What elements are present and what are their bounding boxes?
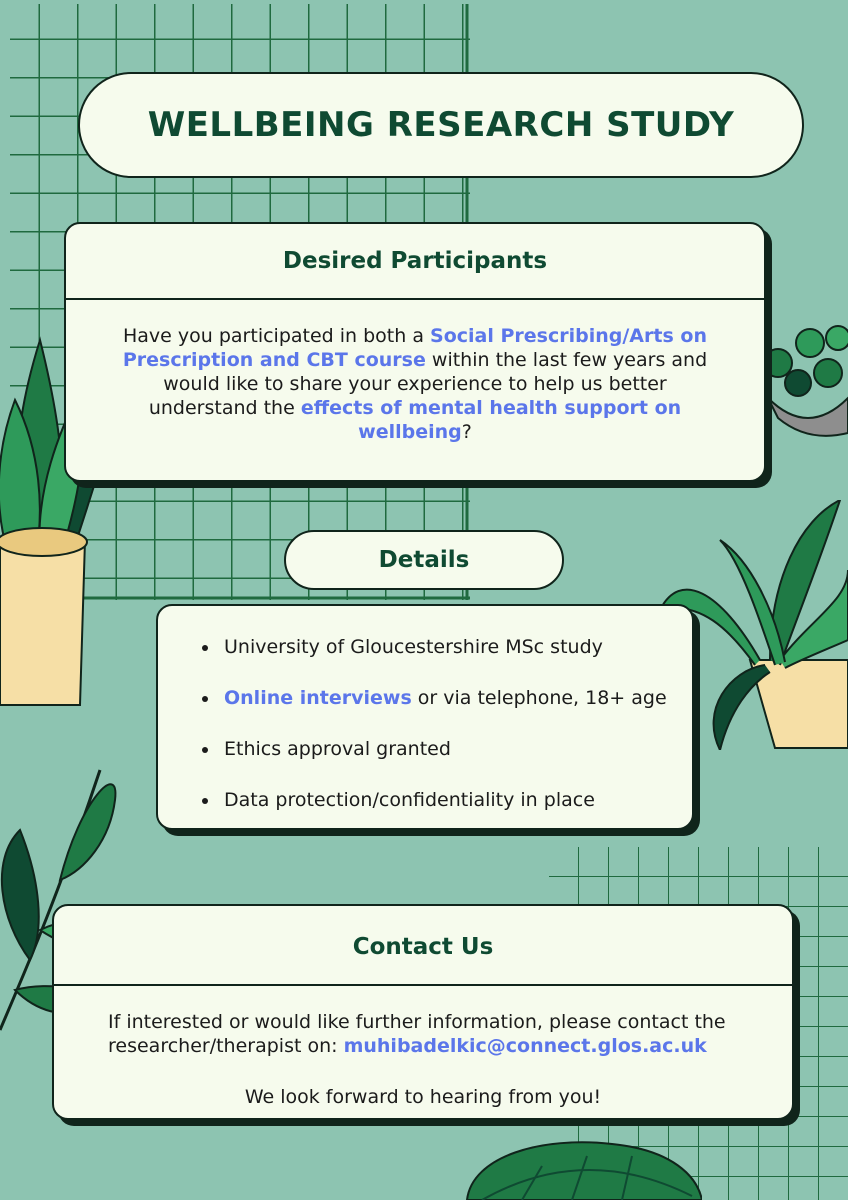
details-heading: Details xyxy=(378,547,470,573)
details-item-text: Ethics approval granted xyxy=(224,738,451,760)
details-item xyxy=(220,685,682,711)
page-title: WELLBEING RESEARCH STUDY xyxy=(147,105,735,145)
details-item xyxy=(220,736,682,762)
large-leaf-icon xyxy=(462,1136,702,1200)
participants-card xyxy=(64,222,766,482)
participants-text xyxy=(106,324,724,444)
details-item-text: University of Gloucestershire MSc study xyxy=(224,636,603,658)
participants-highlight-effects: effects of mental health support on wellbeing xyxy=(300,397,682,443)
contact-email-link[interactable]: muhibadelkic@connect.glos.ac.uk xyxy=(343,1035,707,1057)
details-item-text: or via telephone, 18+ age xyxy=(411,687,667,709)
participants-highlight-course: Social Prescribing/Arts on Prescription and CBT course xyxy=(122,325,707,371)
details-banner xyxy=(284,530,564,590)
details-item-highlight: Online interviews xyxy=(224,687,412,709)
details-list xyxy=(178,634,682,838)
details-item xyxy=(220,634,682,660)
contact-text xyxy=(108,1010,772,1058)
contact-heading: Contact Us xyxy=(352,934,494,960)
contact-closing: We look forward to hearing from you! xyxy=(244,1086,602,1108)
participants-text-part: Have you participated in both a xyxy=(123,325,431,347)
participants-heading: Desired Participants xyxy=(282,248,548,274)
participants-text-part: within the last few years and would like to share your experience to help us better understand the xyxy=(148,349,708,419)
contact-text-part: If interested or would like further information, please contact the researcher/therapist on: xyxy=(108,1011,726,1057)
participants-divider xyxy=(66,298,764,300)
details-item xyxy=(220,787,682,813)
details-card xyxy=(156,604,694,830)
title-banner xyxy=(78,72,804,178)
contact-divider xyxy=(54,984,792,986)
details-item-text: Data protection/confidentiality in place xyxy=(224,789,595,811)
contact-card xyxy=(52,904,794,1120)
participants-text-part: ? xyxy=(461,421,472,443)
